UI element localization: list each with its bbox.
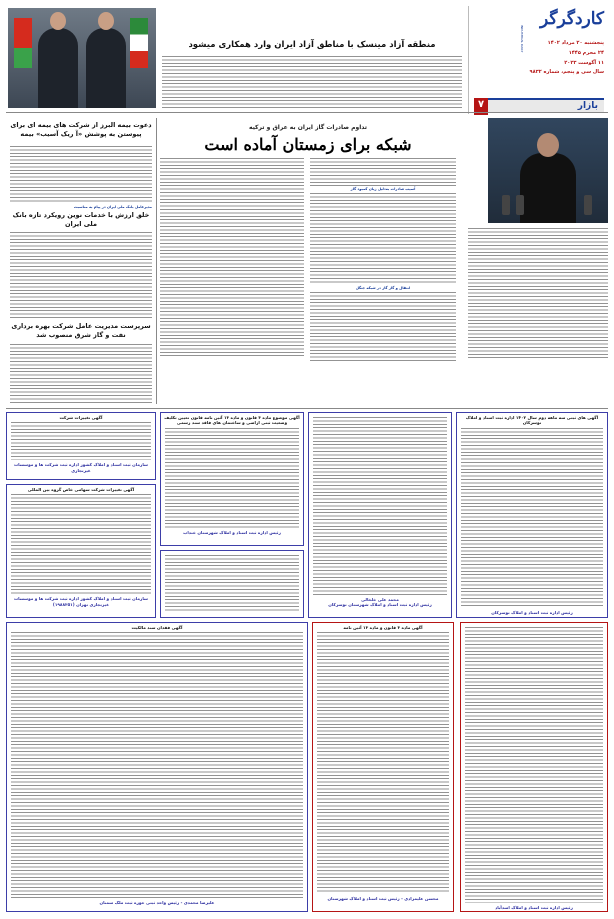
issue-dates [484,40,604,79]
main-story-column-3 [468,228,608,358]
left-story-1-body [10,146,152,202]
main-story-photo [488,118,608,223]
notice-tuyserkan-cont [308,412,452,618]
notice-tuyserkan-signature: رئیس اداره ثبت اسناد و املاک توسرکان [491,609,573,615]
notice-asadabad-signature: رئیس اداره ثبت اسناد و املاک اسدآباد [495,905,573,910]
left-story-3-headline: سرپرست مدیریت عامل شرکت بهره برداری نفت و گاز شرق منصوب شد [11,322,151,339]
notice-lost-deed [6,622,308,912]
date-persian: پنجشنبه ۲۰ مرداد ۱۴۰۲ [547,40,604,46]
notice-khondab [160,412,304,546]
main-story-column-1 [160,158,304,358]
logo-subtitle: INDUSTRIAL DAILY [520,24,524,52]
notice-khondab-title: آگهی موضوع ماده ۳ قانون و ماده ۱۳ آئین نامه قانون تعیین تکلیف وضعیت ثبتی اراضی و ساختمان های فاقد سند رسمی [164,415,300,426]
left-story-2-body [10,232,152,318]
notice-lost-deed-title: آگهی فقدان سند مالکیت [131,625,183,630]
main-story-subhead-1: آسیب صادرات به‌دلیل زیان کمبود گاز [350,187,416,191]
main-story-headline: شبکه برای زمستان آماده است [204,135,412,154]
main-story-column-2 [310,158,456,362]
date-hijri: ۲۴ محرم ۱۴۴۵ [568,49,604,56]
notice-article-3-signature: محسن علیمرادی - رئیس ثبت اسناد و املاک شهرستان [327,896,439,902]
notice-company-change-2 [6,484,156,618]
notice-company-change-1 [6,412,156,480]
left-story-2-kicker: مدیرعامل بانک ملی ایران در پیام به مناسبت [73,205,152,209]
notice-khondab-signature: رئیس اداره ثبت اسناد و املاک شهرستان خنداب [183,529,281,535]
top-story-body [162,56,462,108]
left-story-2-headline: خلق ارزش با خدمات نوین رویکرد تازه بانک ملی ایران [12,211,150,228]
newspaper-logo: کاردگرگر [540,9,604,29]
left-story-3-body [10,344,152,404]
main-story-subhead-2: انتقال و گاز گاز در شبکه جنگل [355,285,411,290]
notice-company-change-2-title: آگهی تغییرات شرکت سهامی خاص گروه بین المللی [27,487,135,492]
notice-cont-signature: رئیس اداره ثبت اسناد و املاک شهرستان توسرکان [328,602,432,608]
issue-number: سال سی و پنجم، شماره ۹۸۳۲ [529,69,604,76]
page-number: ۷ [474,98,488,115]
notice-asadabad [460,622,608,912]
notice-small [160,550,304,618]
notice-cont-signer: محمد علی خلخالی [361,597,399,602]
left-story-1-headline: دعوت بیمه البرز از شرکت های بیمه ای برای پیوستن به پوشش «آ ریک آسیب» بیمه [10,121,152,138]
date-gregorian: ۱۱ آگوست ۲۰۲۳ [564,59,604,66]
notice-tuyserkan [456,412,608,618]
notice-lost-deed-signature: علیرضا محمدی - رئیس واحد ثبتی حوزه ثبت ملک سمنان [99,900,215,906]
notice-company-change-1-title: آگهی تغییرات شرکت [59,415,103,420]
notice-company-change-2-signature: سازمان ثبت اسناد و املاک کشور اداره ثبت شرکت ها و موسسات غیرتجاری تهران (۱۹۸۸۳۵۱) [13,596,149,607]
main-story-kicker: تداوم صادرات گاز ایران به عراق و ترکیه [248,124,368,131]
notice-company-change-1-signature: سازمان ثبت اسناد و املاک کشور اداره ثبت شرکت ها و موسسات غیرتجاری [13,462,149,473]
top-story-photo [8,8,156,108]
section-banner [474,98,604,113]
notice-tuyserkan-title: آگهی های ثبتی سه ماهه دوم سال ۱۴۰۲ اداره ثبت اسناد و املاک توسرکان [465,415,599,426]
notice-article-3 [312,622,454,912]
section-name: بازار [577,101,598,111]
top-story-headline: منطقه آزاد مینسک با مناطق آزاد ایران وارد همکاری میشود [188,40,436,50]
masthead [468,6,608,114]
notice-article-3-title: آگهی ماده ۳ قانون و ماده ۱۳ آئین نامه [343,625,423,630]
